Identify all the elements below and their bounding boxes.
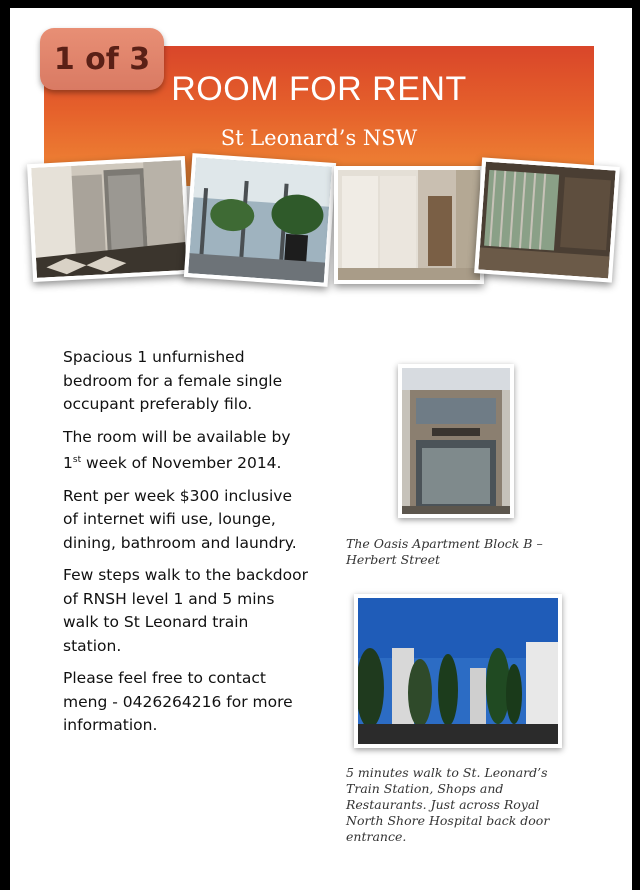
atrium-plants-photo	[184, 153, 336, 287]
page-title: ROOM FOR RENT	[171, 70, 467, 108]
street-photo	[354, 594, 562, 748]
building-photo	[398, 364, 514, 518]
rent-paragraph: Rent per week $300 inclusive of internet wifi use, lounge, dining, bathroom and laundry.	[63, 486, 297, 552]
availability-paragraph	[63, 426, 308, 476]
ordinal-suffix: st	[72, 455, 82, 465]
bedroom-wardrobe-photo	[334, 166, 484, 284]
availability-text-end: week of November 2014.	[81, 454, 282, 473]
location-paragraph: Few steps walk to the backdoor of RNSH level 1 and 5 mins walk to St Leonard train station.	[63, 566, 308, 655]
availability-text: The room will be available by 1	[63, 427, 291, 473]
elevator-lobby-photo	[27, 156, 191, 282]
page-subtitle: St Leonard’s NSW	[220, 126, 418, 150]
building-caption: The Oasis Apartment Block B – Herbert Street	[346, 536, 543, 567]
contact-paragraph: Please feel free to contact meng - 0426264216 for more information.	[63, 669, 293, 735]
description-paragraph: Spacious 1 unfurnished bedroom for a female single occupant preferably filo.	[63, 348, 283, 413]
bedroom-window-photo	[474, 157, 620, 282]
street-caption: 5 minutes walk to St. Leonard’s Train Station, Shops and Restaurants. Just across Royal North Shore Hospital back door entrance.	[346, 765, 550, 844]
listing-description	[63, 346, 308, 747]
page-counter-badge: 1 of 3	[40, 28, 164, 90]
